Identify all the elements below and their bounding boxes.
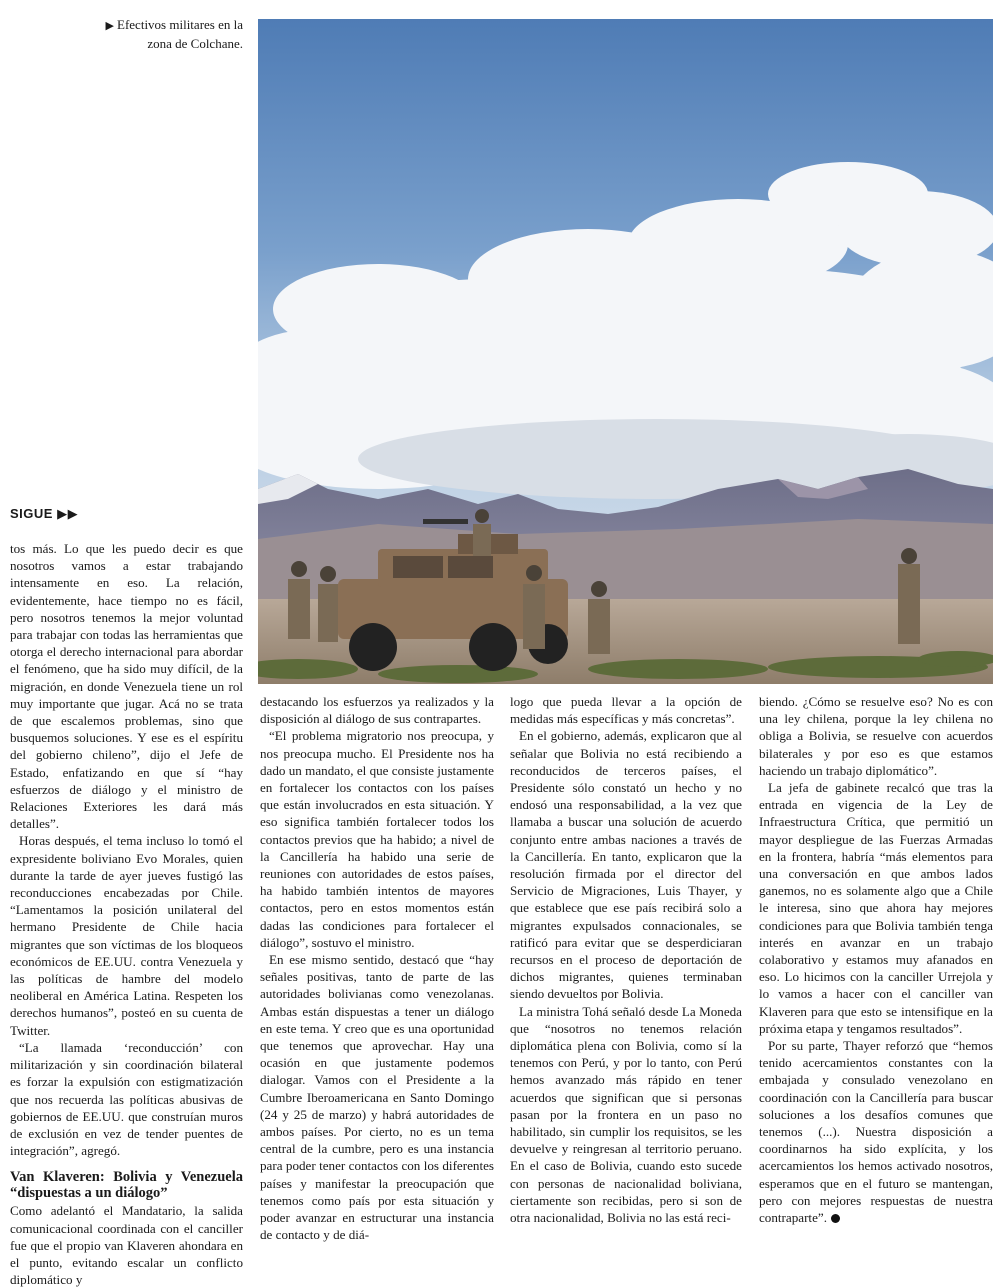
paragraph <box>759 1037 993 1226</box>
article-column-4 <box>759 693 993 1226</box>
paragraph-text: Por su parte, Thayer reforzó que “hemos tenido acercamientos constantes con la embajada y consulado venezolano en coordinación con la Cancillería para buscar soluciones a los desafíos comunes que tenemos (...). Nuestra disposición a coordinarnos ha sido explícita, y los acercamientos los hemos activado nosotros, esperamos que en el futuro se mantengan, pero con mejores respuestas de nuestra contraparte”. <box>759 1038 993 1226</box>
paragraph: La jefa de gabinete recalcó que tras la entrada en vigencia de la Ley de Infraestructura Crítica, que permitió un mayor despliegue de las Fuerzas Armadas en la frontera, habría “más elementos para una conversación en que ambos lados ganemos, no es solamente algo que a Chile le interesa, sino que ahora hay mejores condiciones para que Bolivia también tenga interés en avanzar en un trabajo colaborativo y estamos muy afanados en eso. Lo hicimos con la canciller Urrejola y lo vamos a hacer con el canciller van Klaveren para que esto se intensifique en la próxima etapa y tengamos resultados”. <box>759 780 993 1036</box>
paragraph: destacando los esfuerzos ya realizados y la disposición al diálogo de sus contrapartes. <box>260 694 494 727</box>
paragraph: logo que pueda llevar a la opción de medidas más específicas y más concretas”. <box>510 694 742 727</box>
paragraph: Como adelantó el Mandatario, la salida comunicacional coordinada con el canciller fue que el propio van Klaveren ahondara en el punto, evitando escalar un conflicto diplomático y <box>10 1203 243 1288</box>
paragraph: tos más. Lo que les puedo decir es que nosotros vamos a estar trabajando intensamente en eso. La relación, evidentemente, hace tiempo no es fácil, pero nosotros tenemos la mejor voluntad para trabajar con todas las herramientas que otorga el derecho internacional para abordar el fenómeno, que ha sido muy difícil, de la migración, en donde Venezuela tiene un rol muy importante que jugar. Acá no se trata de que escalemos problemas, sino que busquemos soluciones. Y ese es el espíritu del gobierno chileno”, dijo el Jefe de Estado, enfatizando en que sí “hay esfuerzos de diálogo y el ministro de Relaciones Exteriores les dará más detalles”. <box>10 541 243 832</box>
photo-caption <box>93 16 243 52</box>
article-column-2 <box>260 693 494 1244</box>
paragraph: Horas después, el tema incluso lo tomó el expresidente boliviano Evo Morales, quien durante la tarde de ayer jueves fustigó las reconducciones encabezadas por Chile. “Lamentamos la posición unilateral del hermano Presidente de Chile hacia migrantes que son víctimas de los bloqueos económicos de EE.UU. contra Venezuela y las políticas de hambre del modelo neoliberal en América Latina. Respeten los derechos humanos”, posteó en su cuenta de Twitter. <box>10 833 243 1038</box>
paragraph: “El problema migratorio nos preocupa, y nos preocupa mucho. El Presidente nos ha dado un mandato, el que consiste justamente en fortalecer los contactos con los países que están involucrados en esta situación. Y eso significa también fortalecer todos los contactos previos que ha habido; a nivel de la Cancillería ha habido una serie de reuniones con autoridades de estos países, ha habido también intentos de mayores contactos, pero en estos momentos están dadas las condiciones para fortalecer el diálogo”, sostuvo el ministro. <box>260 728 494 950</box>
paragraph: En el gobierno, además, explicaron que al señalar que Bolivia no está recibiendo a reconducidos de terceros países, el Presidente sólo constató un hecho y no endosó una responsabilidad, a la vez que llamaba a buscar una solución de acuerdo conjunto entre ambas naciones a través de la Cancillería. En tanto, explicaron que la resolución firmada por el director del Servicio de Migraciones, Luis Thayer, y que establece que ese país recibirá solo a migrantes expulsados connacionales, se ratificó para evitar que se desperdiciaran recursos en el proceso de deportación de dichos migrantes, quienes terminaban siendo devueltos por Bolivia. <box>510 728 742 1002</box>
continues-label: SIGUE ▶▶ <box>10 506 79 521</box>
end-of-article-icon <box>831 1214 840 1223</box>
article-subhead: Van Klaveren: Bolivia y Venezuela “dispuestas a un diálogo” <box>10 1169 243 1202</box>
caption-arrow-icon: ▶ <box>105 20 115 32</box>
paragraph: biendo. ¿Cómo se resuelve eso? No es con una ley chilena, porque la ley chilena no obliga a Bolivia, se resuelve con acuerdos bilaterales y por eso es que estamos haciendo un trabajo diplomático”. <box>759 694 993 778</box>
article-column-1 <box>10 540 243 1288</box>
paragraph: En ese mismo sentido, destacó que “hay señales positivas, tanto de parte de las autoridades bolivianas como venezolanas. Ambas están dispuestas a tener un diálogo en este tema. Y creo que es una oportunidad que tenemos que aprovechar. Hay una ocasión en que justamente podemos dialogar. Vamos con el Presidente a la Cumbre Iberoamericana en Santo Domingo (24 y 25 de marzo) y habrá autoridades de ambos países. Por cierto, no es un tema central de la cumbre, pero es una instancia para poder tener contactos con los diferentes países y manifestar la preocupación que tenemos como país por esta situación y poder avanzar en estructurar una instancia de contacto y de diá- <box>260 952 494 1243</box>
paragraph: La ministra Tohá señaló desde La Moneda que “nosotros no tenemos relación diplomática plena con Bolivia, como sí la tenemos con Perú, y por lo tanto, con Perú hemos avanzado más rápido en tener acuerdos que significan que si personas pasan por la frontera en un paso no habilitado, sin cumplir los requisitos, se les devuelve y reingresan al territorio peruano. En el caso de Bolivia, cuando esto sucede con personas de nacionalidad boliviana, ciertamente son recibidas, pero si son de otra nacionalidad, Bolivia no las está reci- <box>510 1003 742 1226</box>
paragraph: “La llamada ‘reconducción’ con militarización y sin coordinación bilateral es forzar la expulsión con estigmatización que nos recuerda las políticas abusivas de gobiernos de EE.UU. que construían muros de exclusión en vez de tender puentes de integración”, agregó. <box>10 1039 243 1159</box>
article-photo <box>258 19 993 684</box>
caption-text: Efectivos militares en la zona de Colchane. <box>117 17 243 51</box>
article-column-3 <box>510 693 742 1226</box>
